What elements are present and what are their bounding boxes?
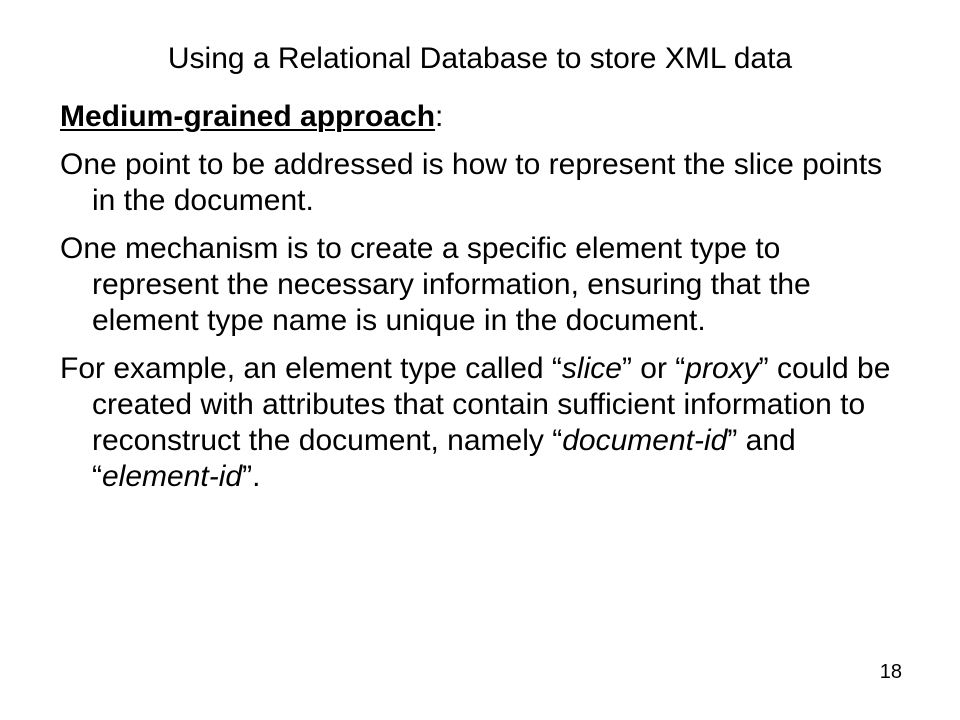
example-term-proxy: proxy: [685, 352, 759, 385]
example-term-slice: slice: [561, 352, 622, 385]
example-text-4: ” and “: [92, 424, 796, 493]
example-text-5: ”.: [242, 460, 261, 493]
paragraph-mechanism: One mechanism is to create a specific element type to represent the necessary information, ensuring that the element type name is unique in the document.: [60, 232, 811, 337]
section-heading-colon: :: [435, 100, 444, 133]
example-text-1: For example, an element type called “: [60, 352, 562, 385]
slide-body: [60, 99, 910, 507]
section-heading: [60, 99, 910, 135]
paragraph-slice-points: One point to be addressed is how to represent the slice points in the document.: [60, 148, 883, 217]
section-heading-label: Medium-grained approach: [60, 100, 436, 133]
page-number: 18: [879, 661, 902, 683]
example-text-2: ” or “: [621, 352, 686, 385]
slide-title: Using a Relational Database to store XML data: [167, 42, 793, 75]
example-text-3: ” could be created with attributes that contain sufficient information to reconstruct the document, namely “: [92, 352, 891, 457]
example-term-element-id: element-id: [102, 460, 243, 493]
example-term-document-id: document-id: [562, 424, 728, 457]
paragraph-example: [60, 351, 910, 495]
